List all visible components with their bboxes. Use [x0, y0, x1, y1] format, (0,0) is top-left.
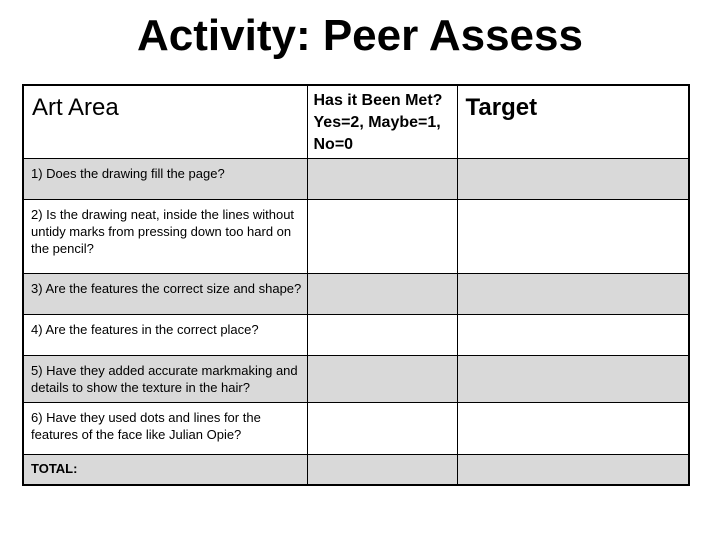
criterion-6: 6) Have they used dots and lines for the features of the face like Julian Opie?	[23, 403, 307, 455]
table-row	[23, 274, 689, 315]
target-cell-1[interactable]	[457, 159, 689, 200]
target-cell-2[interactable]	[457, 200, 689, 274]
total-target-cell[interactable]	[457, 455, 689, 485]
total-met-cell[interactable]	[307, 455, 457, 485]
target-cell-5[interactable]	[457, 356, 689, 403]
table-row	[23, 356, 689, 403]
criterion-3: 3) Are the features the correct size and shape?	[23, 274, 307, 315]
table-row	[23, 403, 689, 455]
target-cell-3[interactable]	[457, 274, 689, 315]
peer-assess-table	[22, 84, 690, 486]
met-cell-6[interactable]	[307, 403, 457, 455]
met-cell-5[interactable]	[307, 356, 457, 403]
table-row	[23, 315, 689, 356]
table-row-total	[23, 455, 689, 485]
header-has-it-been-met: Has it Been Met? Yes=2, Maybe=1, No=0	[307, 85, 457, 159]
met-cell-4[interactable]	[307, 315, 457, 356]
header-art-area: Art Area	[23, 85, 307, 159]
criterion-2: 2) Is the drawing neat, inside the lines without untidy marks from pressing down too hard on the pencil?	[23, 200, 307, 274]
met-cell-2[interactable]	[307, 200, 457, 274]
criterion-1: 1) Does the drawing fill the page?	[23, 159, 307, 200]
met-cell-1[interactable]	[307, 159, 457, 200]
table-row	[23, 200, 689, 274]
criterion-5: 5) Have they added accurate markmaking and details to show the texture in the hair?	[23, 356, 307, 403]
page-title: Activity: Peer Assess	[137, 11, 583, 60]
target-cell-6[interactable]	[457, 403, 689, 455]
table-row	[23, 159, 689, 200]
met-cell-3[interactable]	[307, 274, 457, 315]
table-header-row	[23, 85, 689, 159]
header-target: Target	[457, 85, 689, 159]
total-label: TOTAL:	[23, 455, 307, 485]
criterion-4: 4) Are the features in the correct place?	[23, 315, 307, 356]
target-cell-4[interactable]	[457, 315, 689, 356]
